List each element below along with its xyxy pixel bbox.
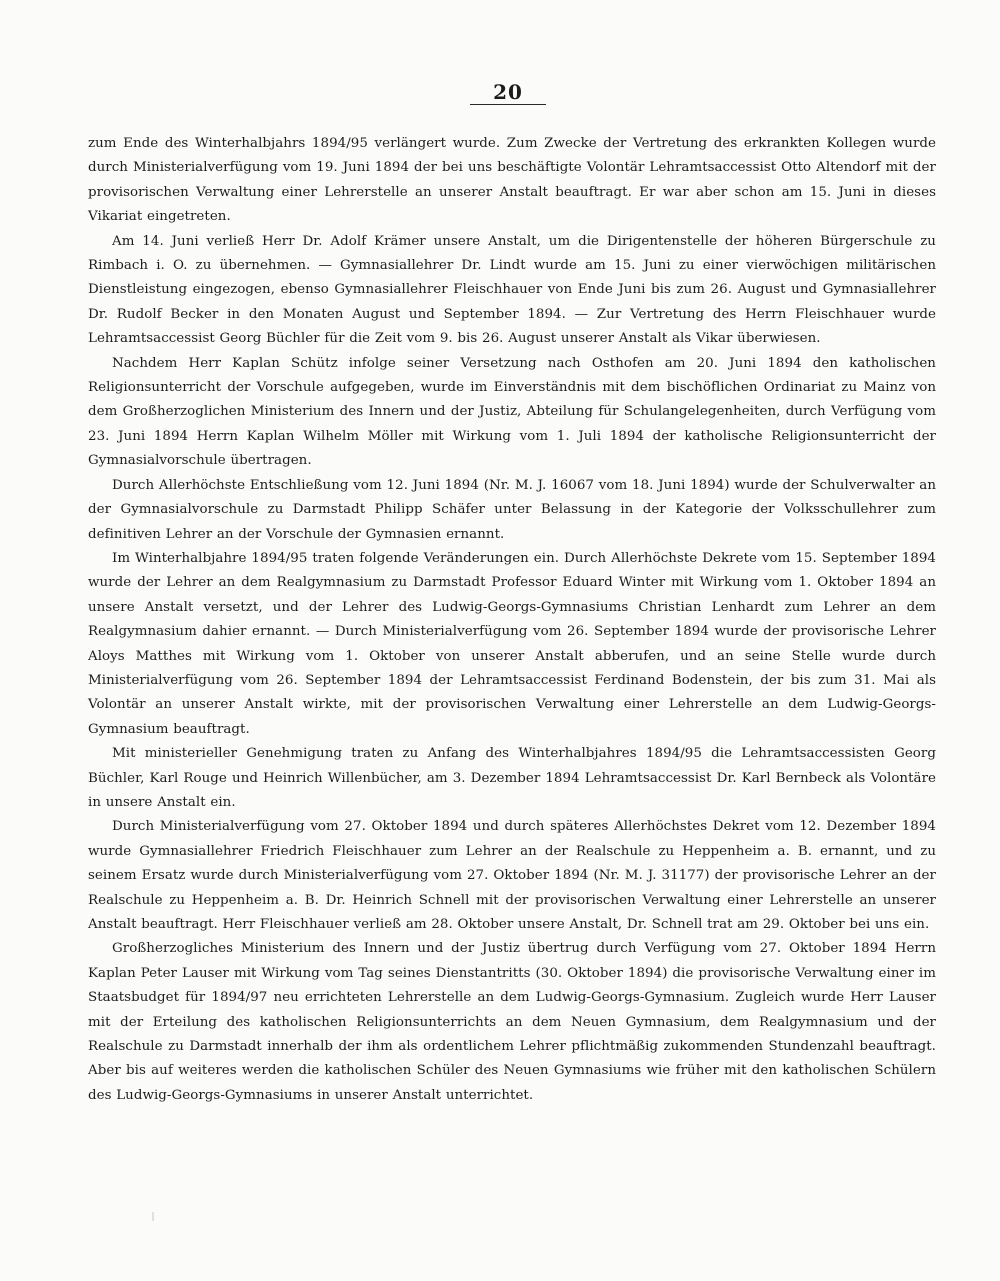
body-text [88,132,936,1108]
paragraph-lauser: Großherzogliches Ministerium des Innern und der Justiz übertrug durch Verfügung vom 27. Oktober 1894 Herrn Kaplan Peter Lauser mit Wirkung vom Tag seines Dienstantritts (30. Oktober 1894) die provisorische Verwaltung einer im Staatsbudget für 1894/97 neu errichteten Lehrerstelle an dem Ludwig-Georgs-Gymnasium. Zugleich wurde Herr Lauser mit der Erteilung des katholischen Religionsunterrichts an dem Neuen Gymnasium, dem Realgymnasium und der Realschule zu Darmstadt innerhalb der ihm als ordentlichem Lehrer pflichtmäßig zukommenden Stundenzahl beauftragt. Aber bis auf weiteres werden die katholischen Schüler des Neuen Gymnasiums wie früher mit den katholischen Schülern des Ludwig-Georgs-Gymnasiums in unserer Anstalt unterrichtet. [88,941,936,1103]
paragraph-religion-vorschule: Nachdem Herr Kaplan Schütz infolge seiner Versetzung nach Osthofen am 20. Juni 1894 den katholischen Religionsunterricht der Vorschule aufgegeben, wurde im Einverständnis mit dem bischöflichen Ordinariat zu Mainz von dem Großherzoglichen Ministerium des Innern und der Justiz, Abteilung für Schulangelegenheiten, durch Verfügung vom 23. Juni 1894 Herrn Kaplan Wilhelm Möller mit Wirkung vom 1. Juli 1894 der katholische Religionsunterricht der Gymnasialvorschule übertragen. [88,355,936,469]
paragraph-winterhalbjahr: Im Winterhalbjahre 1894/95 traten folgende Veränderungen ein. Durch Allerhöchste Dekrete vom 15. September 1894 wurde der Lehrer an dem Realgymnasium zu Darmstadt Professor Eduard Winter mit Wirkung vom 1. Oktober 1894 an unsere Anstalt versetzt, und der Lehrer des Ludwig-Georgs-Gymnasiums Christian Lenhardt zum Lehrer an dem Realgymnasium dahier ernannt. — Durch Ministerialverfügung vom 26. September 1894 wurde der provisorische Lehrer Aloys Matthes mit Wirkung vom 1. Oktober von unserer Anstalt abberufen, und an seine Stelle wurde durch Ministerialverfügung vom 26. September 1894 der Lehramtsaccessist Ferdinand Bodenstein, der bis zum 31. Mai als Volontär an unserer Anstalt wirkte, mit der provisorischen Verwaltung einer Lehrerstelle an dem Ludwig-Georgs-Gymnasium beauftragt. [88,550,936,737]
paragraph-kraemer: Am 14. Juni verließ Herr Dr. Adolf Krämer unsere Anstalt, um die Dirigentenstelle der höheren Bürgerschule zu Rimbach i. O. zu übernehmen. — Gymnasiallehrer Dr. Lindt wurde am 15. Juni zu einer vierwöchigen militärischen Dienstleistung eingezogen, ebenso Gymnasiallehrer Fleischhauer von Ende Juni bis zum 26. August und Gymnasiallehrer Dr. Rudolf Becker in den Monaten August und September 1894. — Zur Vertretung des Herrn Fleischhauer wurde Lehramtsaccessist Georg Büchler für die Zeit vom 9. bis 26. August unserer Anstalt als Vikar überwiesen. [88,233,936,347]
paragraph-volontaere: Mit ministerieller Genehmigung traten zu Anfang des Winterhalbjahres 1894/95 die Lehramtsaccessisten Georg Büchler, Karl Rouge und Heinrich Willenbücher, am 3. Dezember 1894 Lehramtsaccessist Dr. Karl Bernbeck als Volontäre in unsere Anstalt ein. [88,746,936,810]
page-number-rule [470,104,546,105]
page-number: 20 [493,80,523,104]
faint-mark [150,1212,156,1222]
paragraph-continuation: zum Ende des Winterhalbjahrs 1894/95 verlängert wurde. Zum Zwecke der Vertretung des erkrankten Kollegen wurde durch Ministerialverfügung vom 19. Juni 1894 der bei uns beschäftigte Volontär Lehramtsaccessist Otto Altendorf mit der provisorischen Verwaltung einer Lehrerstelle an unserer Anstalt beauftragt. Er war aber schon am 15. Juni in dieses Vikariat eingetreten. [88,136,936,225]
paragraph-schaefer: Durch Allerhöchste Entschließung vom 12. Juni 1894 (Nr. M. J. 16067 vom 18. Juni 1894) wurde der Schulverwalter an der Gymnasialvorschule zu Darmstadt Philipp Schäfer unter Belassung in der Kategorie der Volksschullehrer zum definitiven Lehrer an der Vorschule der Gymnasien ernannt. [88,477,936,542]
paragraph-fleischhauer: Durch Ministerialverfügung vom 27. Oktober 1894 und durch späteres Allerhöchstes Dekret vom 12. Dezember 1894 wurde Gymnasiallehrer Friedrich Fleischhauer zum Lehrer an der Realschule zu Heppenheim a. B. ernannt, und zu seinem Ersatz wurde durch Ministerialverfügung vom 27. Oktober 1894 (Nr. M. J. 31177) der provisorische Lehrer an der Realschule zu Heppenheim a. B. Dr. Heinrich Schnell mit der provisorischen Verwaltung einer Lehrerstelle an unserer Anstalt beauftragt. Herr Fleischhauer verließ am 28. Oktober unsere Anstalt, Dr. Schnell trat am 29. Oktober bei uns ein. [88,819,936,932]
